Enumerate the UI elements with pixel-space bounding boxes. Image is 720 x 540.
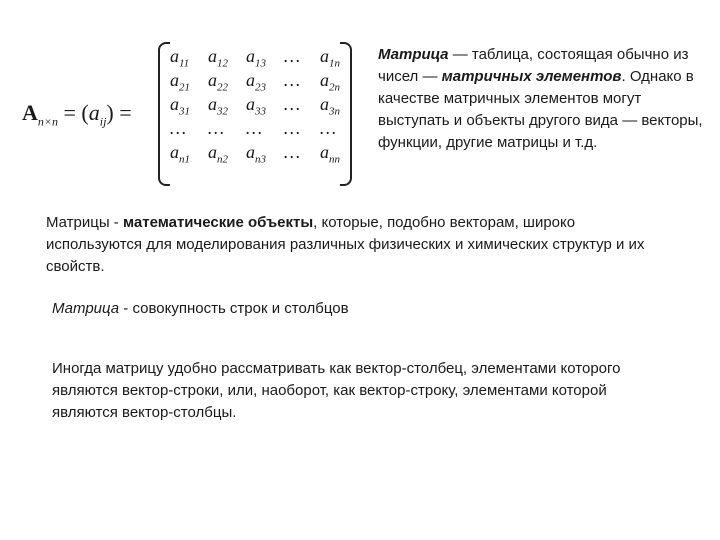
definition-text-b: . Однако в качестве матричных элементов могут выступать и объекты другого вида — векторы, функции, другие матрицы и т.д.	[378, 68, 703, 151]
matrix-cell-subscript: 33	[255, 105, 266, 118]
matrix-cell-base: a	[246, 70, 255, 90]
matrix-cell	[246, 46, 284, 70]
matrix-cell-base: a	[246, 142, 255, 162]
matrix-definition	[378, 44, 708, 154]
matrix-cell-base: a	[320, 46, 329, 66]
matrix-cell-subscript: 3n	[329, 105, 340, 118]
matrix-cell-subscript: 22	[217, 81, 228, 94]
matrix-cell	[208, 70, 246, 94]
matrix-cell-base: a	[320, 70, 329, 90]
matrix-cell-subscript: 2n	[329, 81, 340, 94]
paragraph1-start: Матрицы -	[46, 214, 123, 231]
matrix-cell-subscript: 21	[179, 81, 190, 94]
matrix-cell-base: …	[284, 46, 301, 66]
matrix-cell-subscript: n2	[217, 153, 228, 166]
matrix-cell-subscript: 12	[217, 57, 228, 70]
matrix-cell	[170, 70, 208, 94]
matrix-cell	[208, 118, 246, 142]
matrix-cell-subscript: nn	[329, 153, 340, 166]
paragraph-math-objects	[46, 212, 666, 278]
matrix-cell-base: a	[208, 94, 217, 114]
paragraph1-rest: , которые, подобно векторам, широко используются для моделирования различных физических и химических структур и их свойств.	[46, 214, 645, 275]
matrix-right-bracket	[340, 42, 352, 186]
matrix-cell-base: a	[170, 142, 179, 162]
matrix-cell-base: …	[208, 118, 225, 138]
matrix-cell	[284, 118, 320, 142]
matrix-cell	[246, 118, 284, 142]
matrix-cell-base: a	[208, 46, 217, 66]
matrix-cell	[284, 46, 320, 70]
matrix-cell-subscript: 1n	[329, 57, 340, 70]
matrix-cell-base: …	[246, 118, 263, 138]
matrix-cell-base: a	[170, 46, 179, 66]
definition-term: Матрица	[378, 46, 449, 63]
matrix-cell-base: …	[284, 94, 301, 114]
matrix-cell	[246, 70, 284, 94]
element-symbol: a	[88, 100, 100, 125]
paragraph-vector-view	[52, 358, 652, 424]
matrix-cell-base: a	[208, 142, 217, 162]
matrix-cell-base: …	[320, 118, 337, 138]
element-subscript: ij	[99, 114, 107, 129]
definition-text-a: — таблица, состоящая обычно из чисел —	[378, 46, 689, 85]
matrix-formula	[18, 40, 358, 190]
paragraph-rows-columns	[52, 298, 672, 320]
equals-sign-2: =	[113, 100, 132, 125]
matrix-cell-subscript: 13	[255, 57, 266, 70]
matrix-cell	[246, 142, 284, 166]
matrix-cell	[170, 46, 208, 70]
matrix-cell	[208, 142, 246, 166]
equals-sign: =	[58, 100, 82, 125]
paren-close: )	[106, 100, 114, 125]
matrix-cell-base: a	[170, 70, 179, 90]
paragraph2-rest: - совокупность строк и столбцов	[119, 300, 349, 317]
matrix-cell-subscript: n3	[255, 153, 266, 166]
matrix-cell	[246, 94, 284, 118]
matrix-cell-base: a	[170, 94, 179, 114]
matrix-cell-subscript: 23	[255, 81, 266, 94]
definition-term-2: матричных элементов	[441, 68, 622, 85]
matrix-size-subscript: n×n	[37, 114, 58, 129]
matrix-cell-subscript: 31	[179, 105, 190, 118]
matrix-cell	[208, 94, 246, 118]
matrix-cell-base: a	[246, 46, 255, 66]
matrix-cell	[208, 46, 246, 70]
matrix-cell	[284, 142, 320, 166]
matrix-cell-subscript: 32	[217, 105, 228, 118]
matrix-cell	[170, 142, 208, 166]
formula-lhs	[22, 100, 132, 129]
matrix-cell-base: …	[284, 142, 301, 162]
matrix-cell-base: …	[284, 118, 301, 138]
paragraph2-term: Матрица	[52, 300, 120, 317]
matrix-cell	[170, 94, 208, 118]
paragraph3-text: Иногда матрицу удобно рассматривать как вектор-столбец, элементами которого являются вектор-строки, или, наоборот, как вектор-строку, элементами которой являются вектор-столбцы.	[52, 360, 621, 421]
matrix-cell-base: a	[320, 142, 329, 162]
matrix-grid	[170, 46, 360, 166]
paren-open: (	[81, 100, 89, 125]
matrix-cell-subscript: n1	[179, 153, 190, 166]
matrix-cell	[170, 118, 208, 142]
matrix-cell-subscript: 11	[179, 57, 190, 70]
matrix-cell-base: a	[320, 94, 329, 114]
matrix-left-bracket	[158, 42, 170, 186]
matrix-cell-base: …	[284, 70, 301, 90]
matrix-cell	[284, 94, 320, 118]
matrix-symbol: A	[22, 100, 38, 125]
matrix-cell	[284, 70, 320, 94]
paragraph1-bold: математические объекты	[122, 214, 314, 231]
matrix-cell-base: a	[246, 94, 255, 114]
matrix-cell-base: …	[170, 118, 187, 138]
matrix-cell-base: a	[208, 70, 217, 90]
